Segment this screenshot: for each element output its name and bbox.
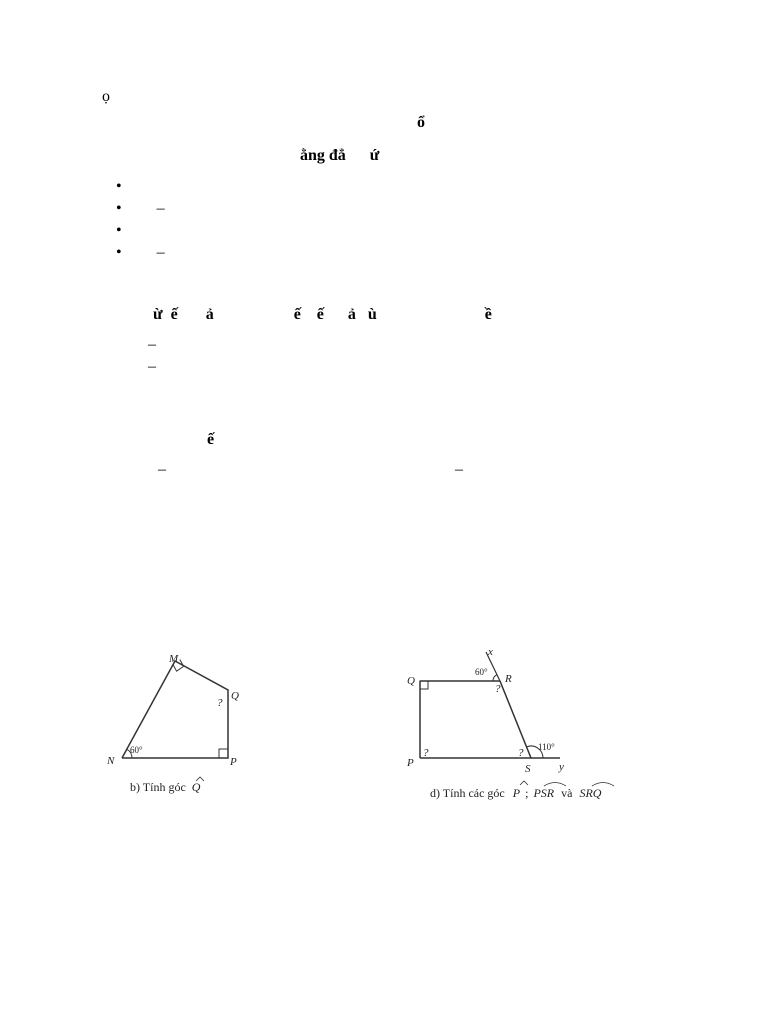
bullet-item-3: • (116, 222, 122, 239)
right-angle-mark-p (219, 749, 228, 758)
figure-d-caption (430, 786, 602, 800)
unknown-angle-s: ? (518, 747, 524, 759)
bullet-text: – (156, 244, 165, 261)
caption-angle-psr: PSR (533, 786, 555, 800)
caption-prefix: d) Tính các góc (430, 786, 505, 800)
section1-item: – (148, 358, 156, 375)
section2-dash-right: – (455, 461, 463, 478)
angle-ys-value: 110° (538, 742, 555, 752)
right-angle-mark-q (420, 681, 428, 689)
vertex-x-label: x (488, 646, 493, 658)
vertex-r-label: R (505, 673, 512, 685)
subtitle-fragment: ằng đẳ ứ (300, 147, 380, 164)
title-mark: ổ (417, 114, 425, 131)
section1-item: – (148, 336, 156, 353)
caption-separator: ; (525, 786, 529, 800)
hat-mark-p (520, 781, 528, 785)
unknown-angle-p: ? (423, 747, 429, 759)
caption-angle-q: Q (191, 780, 201, 794)
section1-line: ừ ế ả ế ế ả ù ề (153, 306, 492, 323)
vertex-p-label: P (407, 757, 414, 769)
section2-heading: ế (207, 431, 215, 448)
angle-arc-r (493, 675, 497, 681)
figure-b-drawing (100, 645, 245, 798)
quadrilateral-mnpq (122, 661, 228, 758)
corner-mark: ọ (102, 88, 110, 105)
vertex-y-label: y (559, 761, 564, 773)
figure-b-caption (130, 780, 201, 794)
caption-prefix: b) Tính góc (130, 780, 186, 794)
bullet-item-4: • – (116, 244, 165, 261)
unknown-angle-q: ? (217, 697, 223, 709)
figure-b (100, 645, 245, 798)
vertex-n-label: N (107, 755, 115, 767)
vertex-q-label: Q (231, 690, 239, 702)
bullet-text: – (156, 200, 165, 217)
vertex-q-label: Q (407, 675, 415, 687)
bullet-item-2: • – (116, 200, 165, 217)
vertex-p-label: P (230, 756, 237, 768)
caption-angle-srq: SRQ (579, 786, 602, 800)
figure-d-drawing (400, 645, 625, 805)
bullet-item-1: • (116, 178, 122, 195)
unknown-angle-r: ? (495, 683, 501, 695)
figure-d (400, 645, 625, 805)
vertex-m-label: M (169, 653, 179, 665)
section2-dash-left: – (158, 461, 166, 478)
angle-xr-value: 60° (475, 667, 488, 677)
vertex-s-label: S (525, 763, 531, 775)
caption-and: và (561, 786, 573, 800)
caption-angle-p: P (512, 786, 521, 800)
angle-n-value: 60° (130, 745, 143, 755)
